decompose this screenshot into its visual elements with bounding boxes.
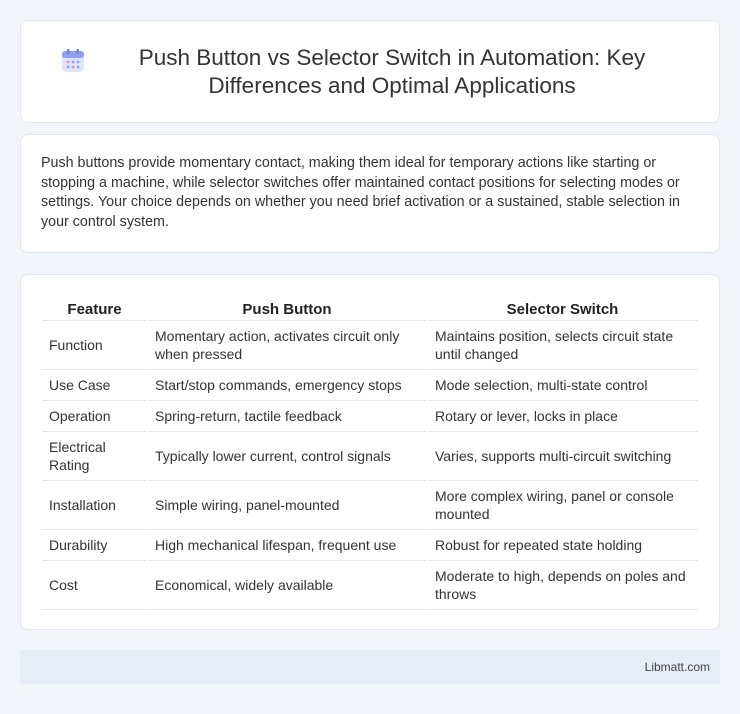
selector-switch-cell: Varies, supports multi-circuit switching — [427, 431, 698, 480]
push-button-cell: High mechanical lifespan, frequent use — [147, 529, 427, 560]
calendar-icon — [60, 48, 86, 74]
table-row — [42, 560, 698, 609]
selector-switch-cell: Robust for repeated state holding — [427, 529, 698, 560]
push-button-cell: Economical, widely available — [147, 560, 427, 609]
feature-cell: Use Case — [42, 369, 147, 400]
table-header-row — [42, 295, 698, 320]
push-button-cell: Typically lower current, control signals — [147, 431, 427, 480]
selector-switch-cell: Maintains position, selects circuit state until changed — [427, 320, 698, 369]
push-button-cell: Simple wiring, panel-mounted — [147, 480, 427, 529]
feature-cell: Durability — [42, 529, 147, 560]
comparison-table-card — [20, 274, 720, 630]
selector-switch-cell: Mode selection, multi-state control — [427, 369, 698, 400]
table-row — [42, 400, 698, 431]
header-push-button: Push Button — [242, 300, 332, 318]
push-button-cell: Spring-return, tactile feedback — [147, 400, 427, 431]
intro-text: Push buttons provide momentary contact, making them ideal for temporary actions like starting or stopping a machine, while selector switches offer maintained contact positions for selecting modes or settings. Your choice depends on whether you need brief activation or a sustained, stable selection in your control system. — [41, 155, 681, 230]
intro-card — [20, 134, 720, 253]
table-row — [42, 529, 698, 560]
feature-cell: Installation — [42, 480, 147, 529]
feature-cell: Cost — [42, 560, 147, 609]
push-button-cell: Start/stop commands, emergency stops — [147, 369, 427, 400]
selector-switch-cell: Rotary or lever, locks in place — [427, 400, 698, 431]
selector-switch-cell: Moderate to high, depends on poles and throws — [427, 560, 698, 609]
table-row — [42, 369, 698, 400]
footer-brand: Libmatt.com — [644, 660, 710, 674]
header-selector-switch: Selector Switch — [506, 300, 619, 318]
table-row — [42, 320, 698, 369]
feature-cell: Electrical Rating — [42, 431, 147, 480]
page-title: Push Button vs Selector Switch in Automation: Key Differences and Optimal Applications — [138, 44, 646, 98]
push-button-cell: Momentary action, activates circuit only when pressed — [147, 320, 427, 369]
table-row — [42, 431, 698, 480]
comparison-table — [42, 295, 698, 610]
selector-switch-cell: More complex wiring, panel or console mounted — [427, 480, 698, 529]
footer-bar — [20, 650, 720, 684]
header-card — [20, 20, 720, 123]
feature-cell: Function — [42, 320, 147, 369]
feature-cell: Operation — [42, 400, 147, 431]
header-feature: Feature — [67, 300, 122, 318]
table-row — [42, 480, 698, 529]
